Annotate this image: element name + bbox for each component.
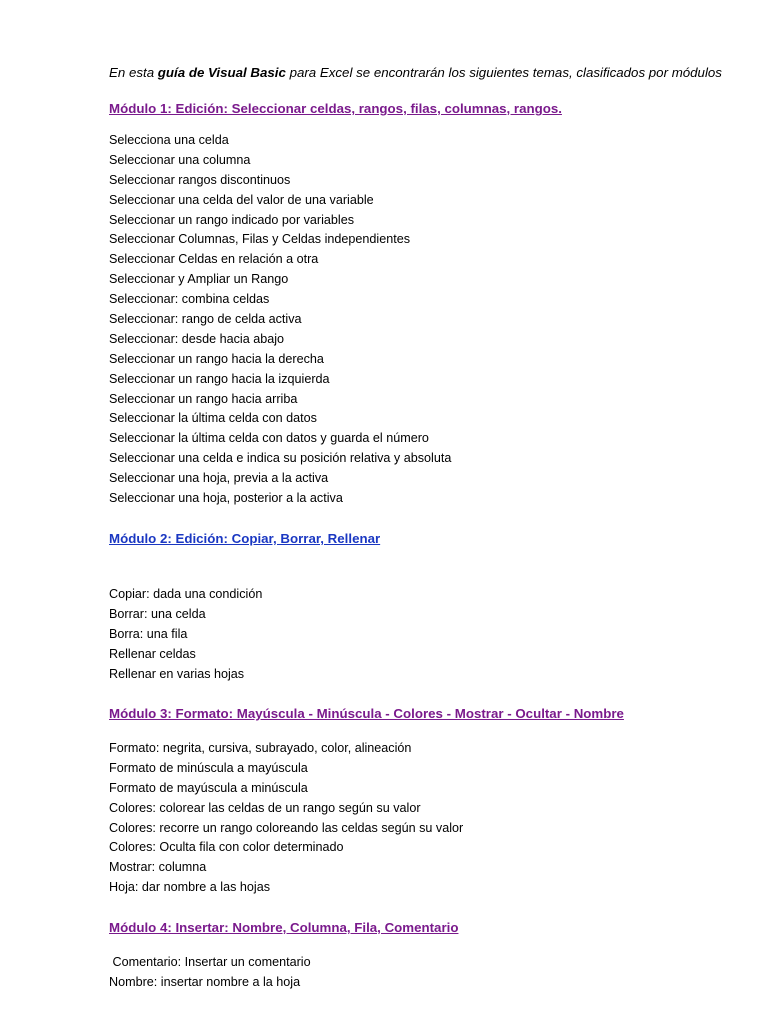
list-item: Formato: negrita, cursiva, subrayado, color, alineación: [109, 741, 412, 755]
list-item: Seleccionar: desde hacia abajo: [109, 331, 285, 346]
list-item: Formato de mayúscula a minúscula: [109, 780, 308, 795]
list-item: Seleccionar una hoja, previa a la activa: [109, 471, 329, 486]
module-2-list: [109, 585, 262, 684]
module-1-list: [109, 131, 451, 509]
list-item: Seleccionar: rango de celda activa: [109, 312, 302, 327]
list-item: Mostrar: columna: [109, 860, 207, 875]
list-item: Seleccionar y Ampliar un Rango: [109, 272, 289, 287]
list-item: Seleccionar un rango indicado por variables: [109, 212, 355, 227]
list-item: Borra: una fila: [109, 626, 188, 641]
list-item: Seleccionar: combina celdas: [109, 292, 270, 307]
list-item: Hoja: dar nombre a las hojas: [109, 880, 271, 895]
list-item: Selecciona una celda: [109, 133, 229, 147]
module-4-heading[interactable]: Módulo 4: Insertar: Nombre, Columna, Fila, Comentario: [109, 920, 459, 935]
list-item: Colores: Oculta fila con color determinado: [109, 840, 344, 855]
intro-prefix: En esta: [109, 65, 158, 80]
list-item: Seleccionar rangos discontinuos: [109, 172, 291, 187]
list-item: Borrar: una celda: [109, 606, 206, 621]
intro-suffix: para Excel se encontrarán los siguientes temas, clasificados por módulos: [285, 65, 722, 80]
list-item: Rellenar en varias hojas: [109, 666, 245, 681]
list-item: Seleccionar la última celda con datos: [109, 411, 317, 426]
list-item: Seleccionar una hoja, posterior a la activa: [109, 491, 343, 506]
list-item: Seleccionar una celda e indica su posición relativa y absoluta: [109, 451, 452, 466]
module-4-list: [109, 953, 311, 993]
intro-paragraph: [109, 65, 722, 80]
list-item: Seleccionar Columnas, Filas y Celdas independientes: [109, 232, 411, 247]
list-item: Formato de minúscula a mayúscula: [109, 760, 308, 775]
list-item: Seleccionar una celda del valor de una variable: [109, 192, 374, 207]
list-item: Seleccionar un rango hacia la izquierda: [109, 371, 330, 386]
list-item: Nombre: insertar nombre a la hoja: [109, 974, 301, 989]
module-2-heading[interactable]: Módulo 2: Edición: Copiar, Borrar, Rellenar: [109, 531, 381, 546]
list-item: Colores: colorear las celdas de un rango según su valor: [109, 800, 421, 815]
module-3-heading[interactable]: Módulo 3: Formato: Mayúscula - Minúscula - Colores - Mostrar - Ocultar - Nombre: [109, 706, 624, 721]
list-item: Comentario: Insertar un comentario: [109, 955, 311, 969]
list-item: Seleccionar una columna: [109, 152, 251, 167]
list-item: Colores: recorre un rango coloreando las celdas según su valor: [109, 820, 464, 835]
list-item: Rellenar celdas: [109, 646, 196, 661]
list-item: Seleccionar un rango hacia arriba: [109, 391, 298, 406]
list-item: Seleccionar un rango hacia la derecha: [109, 351, 324, 366]
module-3-list: [109, 739, 463, 898]
intro-bold: guía de Visual Basic: [157, 65, 286, 80]
module-1-heading[interactable]: Módulo 1: Edición: Seleccionar celdas, rangos, filas, columnas, rangos.: [109, 101, 562, 116]
list-item: Copiar: dada una condición: [109, 587, 263, 601]
list-item: Seleccionar la última celda con datos y guarda el número: [109, 431, 429, 446]
list-item: Seleccionar Celdas en relación a otra: [109, 252, 319, 267]
